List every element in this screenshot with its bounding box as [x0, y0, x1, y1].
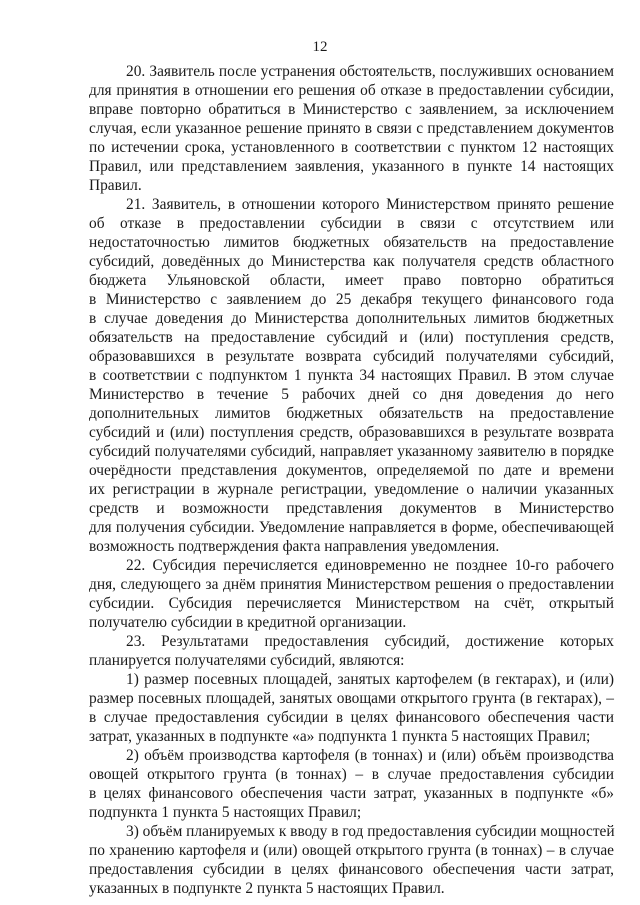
text-line: образовавшихся в результате возврата субсидий получателями субсидий, — [89, 348, 614, 365]
text-line: получателю субсидии в кредитной организации. — [89, 614, 407, 631]
text-line: 21. Заявитель, в отношении которого Министерством принято решение — [126, 196, 614, 213]
text-line: в целях финансового обеспечения части затрат, указанных в подпункте «б» — [89, 785, 614, 802]
text-line: 3) объём планируемых к вводу в год предоставления субсидии мощностей — [126, 823, 615, 840]
text-line: случая, если указанное решение принято в связи с представлением документов — [89, 120, 614, 137]
text-line: указанных в подпункте 2 пункта 5 настоящих Правил. — [89, 880, 445, 897]
text-line: очерёдности представления документов, определяемой по дате и времени — [89, 462, 614, 479]
text-line: в случае доведения до Министерства дополнительных лимитов бюджетных — [89, 310, 614, 327]
text-line: планируется получателями субсидий, являются: — [89, 652, 405, 669]
text-line: об отказе в предоставлении субсидии в связи с отсутствием или — [89, 215, 614, 232]
text-line: 1) размер посевных площадей, занятых картофелем (в гектарах), и (или) — [126, 671, 614, 688]
text-line: субсидий и (или) поступления средств, образовавшихся в результате возврата — [89, 424, 614, 441]
text-line: обязательств на предоставление субсидий и (или) поступления средств, — [89, 329, 614, 346]
text-line: подпункта 1 пункта 5 настоящих Правил; — [89, 804, 362, 821]
text-line: 20. Заявитель после устранения обстоятельств, послуживших основанием — [126, 63, 614, 80]
text-line: для получения субсидии. Уведомление направляется в форме, обеспечивающей — [89, 519, 614, 536]
text-line: субсидии. Субсидия перечисляется Министерством на счёт, открытый — [89, 595, 614, 612]
text-line: вправе повторно обратиться в Министерство с заявлением, за исключением — [89, 101, 614, 118]
text-line: бюджета Ульяновской области, имеет право повторно обратиться — [89, 272, 614, 289]
text-line: Правил. — [89, 177, 142, 194]
text-line: 2) объём производства картофеля (в тоннах) и (или) объём производства — [126, 747, 614, 764]
text-line: возможность подтверждения факта направления уведомления. — [89, 538, 500, 555]
text-line: затрат, указанных в подпункте «а» подпункта 1 пункта 5 настоящих Правил; — [89, 728, 591, 745]
text-line: дополнительных лимитов бюджетных обязательств на предоставление — [89, 405, 614, 422]
text-line: их регистрации в журнале регистрации, уведомление о наличии указанных — [89, 481, 614, 498]
text-line: в Министерство с заявлением до 25 декабря текущего финансового года — [89, 291, 614, 308]
text-line: по хранению картофеля и (или) овощей открытого грунта (в тоннах) – в случае — [89, 842, 614, 859]
text-line: в случае предоставления субсидии в целях финансового обеспечения части — [89, 709, 614, 726]
text-line: овощей открытого грунта (в тоннах) – в случае предоставления субсидии — [89, 766, 614, 783]
text-line: субсидий получателями субсидий, направляет указанному заявителю в порядке — [89, 443, 614, 460]
text-line: средств и возможности представления документов в Министерство — [89, 500, 614, 517]
text-line: недостаточностью лимитов бюджетных обязательств на предоставление — [89, 234, 614, 251]
text-line: размер посевных площадей, занятых овощами открытого грунта (в гектарах), – — [89, 690, 614, 707]
text-line: в соответствии с подпунктом 1 пункта 34 настоящих Правил. В этом случае — [89, 367, 614, 384]
text-line: 22. Субсидия перечисляется единовременно не позднее 10-го рабочего — [126, 557, 614, 574]
text-line: 23. Результатами предоставления субсидий, достижение которых — [126, 633, 614, 650]
text-line: субсидий, доведённых до Министерства как получателя средств областного — [89, 253, 614, 270]
text-line: дня, следующего за днём принятия Министерством решения о предоставлении — [89, 576, 614, 593]
text-line: Правил, или представлением заявления, указанного в пункте 14 настоящих — [89, 158, 614, 175]
text-line: для принятия в отношении его решения об отказе в предоставлении субсидии, — [89, 82, 614, 99]
text-line: предоставления субсидии в целях финансового обеспечения части затрат, — [89, 861, 614, 878]
page-number: 12 — [312, 39, 328, 55]
text-line: Министерство в течение 5 рабочих дней со дня доведения до него — [89, 386, 614, 403]
text-line: по истечении срока, установленного в соответствии с пунктом 12 настоящих — [89, 139, 614, 156]
